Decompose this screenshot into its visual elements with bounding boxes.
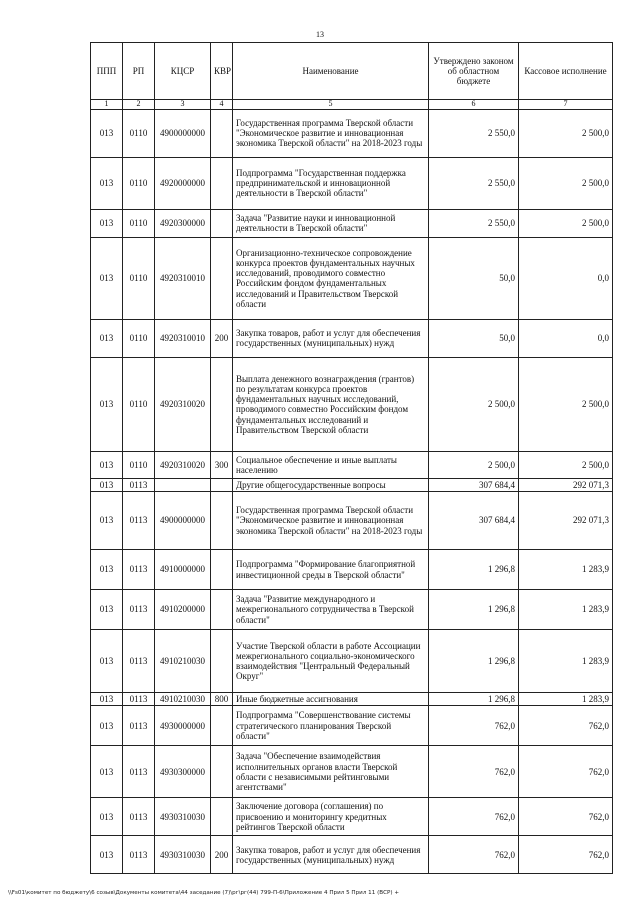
column-number: 6 — [429, 100, 519, 110]
cell-kvr — [211, 746, 233, 798]
table-row — [91, 746, 613, 798]
cell-executed: 1 283,9 — [519, 590, 613, 630]
budget-table — [90, 42, 613, 874]
cell-executed: 1 283,9 — [519, 630, 613, 693]
cell-name: Участие Тверской области в работе Ассоциации межрегионального социально-экономического взаимодействия "Центральный Федеральный Округ" — [233, 630, 429, 693]
cell-ppp: 013 — [91, 237, 123, 319]
cell-kcsr: 4920300000 — [155, 209, 211, 237]
cell-approved: 762,0 — [429, 746, 519, 798]
header-name: Наименование — [233, 43, 429, 100]
cell-name: Другие общегосударственные вопросы — [233, 478, 429, 491]
cell-executed: 2 500,0 — [519, 451, 613, 478]
cell-rp: 0110 — [123, 157, 155, 209]
header-kvr: КВР — [211, 43, 233, 100]
cell-name: Государственная программа Тверской области "Экономическое развитие и инновационная экономика Тверской области" на 2018-2023 годы — [233, 109, 429, 157]
table-row — [91, 630, 613, 693]
cell-rp: 0113 — [123, 550, 155, 590]
cell-approved: 307 684,4 — [429, 492, 519, 550]
cell-ppp: 013 — [91, 451, 123, 478]
cell-name: Социальное обеспечение и иные выплаты населению — [233, 451, 429, 478]
table-row — [91, 237, 613, 319]
cell-kvr — [211, 590, 233, 630]
file-path-footer: \\Fs01\комитет по бюджету\6 созыв\Документы комитета\44 заседание (7)\рг\рг(44) 799-П-6\Приложение 4 Прил 5 Прил 11 (ВСР) + — [8, 890, 400, 896]
cell-name: Закупка товаров, работ и услуг для обеспечения государственных (муниципальных) нужд — [233, 836, 429, 874]
cell-rp: 0113 — [123, 746, 155, 798]
cell-ppp: 013 — [91, 836, 123, 874]
cell-kvr — [211, 357, 233, 451]
cell-ppp: 013 — [91, 706, 123, 746]
header-executed: Кассовое исполнение — [519, 43, 613, 100]
cell-ppp: 013 — [91, 746, 123, 798]
column-number: 2 — [123, 100, 155, 110]
cell-name: Государственная программа Тверской области "Экономическое развитие и инновационная экономика Тверской области" на 2018-2023 годы — [233, 492, 429, 550]
cell-executed: 2 500,0 — [519, 357, 613, 451]
cell-approved: 1 296,8 — [429, 630, 519, 693]
cell-name: Выплата денежного вознаграждения (грантов) по результатам конкурса проектов фундаментальных научных исследований, проводимого совместно Российским фондом фундаментальных исследований и Правительством Тверской области — [233, 357, 429, 451]
cell-approved: 2 550,0 — [429, 109, 519, 157]
cell-kvr — [211, 706, 233, 746]
cell-name: Подпрограмма "Формирование благоприятной инвестиционной среды в Тверской области" — [233, 550, 429, 590]
table-row — [91, 357, 613, 451]
cell-rp: 0113 — [123, 492, 155, 550]
header-rp: РП — [123, 43, 155, 100]
table-row — [91, 451, 613, 478]
cell-kvr — [211, 630, 233, 693]
cell-executed: 0,0 — [519, 319, 613, 357]
cell-approved: 2 550,0 — [429, 209, 519, 237]
cell-rp: 0110 — [123, 357, 155, 451]
cell-ppp: 013 — [91, 109, 123, 157]
cell-executed: 762,0 — [519, 836, 613, 874]
cell-kcsr: 4930300000 — [155, 746, 211, 798]
table-row — [91, 706, 613, 746]
cell-executed: 0,0 — [519, 237, 613, 319]
header-row — [91, 43, 613, 100]
cell-executed: 762,0 — [519, 798, 613, 836]
cell-kcsr: 4920310020 — [155, 357, 211, 451]
column-number: 7 — [519, 100, 613, 110]
cell-name: Подпрограмма "Государственная поддержка предпринимательской и инновационной деятельности в Тверской области" — [233, 157, 429, 209]
cell-executed: 1 283,9 — [519, 693, 613, 706]
table-row — [91, 836, 613, 874]
table-row — [91, 492, 613, 550]
cell-ppp: 013 — [91, 693, 123, 706]
cell-name: Задача "Обеспечение взаимодействия исполнительных органов власти Тверской области с независимыми рейтинговыми агентствами" — [233, 746, 429, 798]
cell-kvr: 800 — [211, 693, 233, 706]
cell-rp: 0113 — [123, 590, 155, 630]
cell-kcsr: 4910200000 — [155, 590, 211, 630]
cell-ppp: 013 — [91, 630, 123, 693]
cell-kvr — [211, 109, 233, 157]
cell-approved: 50,0 — [429, 237, 519, 319]
cell-approved: 1 296,8 — [429, 550, 519, 590]
cell-rp: 0110 — [123, 109, 155, 157]
column-number-row — [91, 100, 613, 110]
header-kcsr: КЦСР — [155, 43, 211, 100]
column-number: 4 — [211, 100, 233, 110]
cell-executed: 292 071,3 — [519, 478, 613, 491]
cell-executed: 1 283,9 — [519, 550, 613, 590]
cell-kcsr: 4910000000 — [155, 550, 211, 590]
cell-kvr — [211, 798, 233, 836]
cell-ppp: 013 — [91, 157, 123, 209]
cell-ppp: 013 — [91, 478, 123, 491]
cell-rp: 0113 — [123, 798, 155, 836]
cell-name: Организационно-техническое сопровождение конкурса проектов фундаментальных научных исследований, проводимого совместно Российским фондом фундаментальных исследований и Правительством Тверской области — [233, 237, 429, 319]
cell-kcsr: 4920310010 — [155, 237, 211, 319]
cell-approved: 762,0 — [429, 798, 519, 836]
cell-kcsr: 4930310030 — [155, 836, 211, 874]
cell-ppp: 013 — [91, 798, 123, 836]
table-row — [91, 157, 613, 209]
cell-kcsr: 4930310030 — [155, 798, 211, 836]
cell-executed: 292 071,3 — [519, 492, 613, 550]
table-row — [91, 693, 613, 706]
cell-executed: 2 500,0 — [519, 109, 613, 157]
cell-rp: 0110 — [123, 319, 155, 357]
table-row — [91, 550, 613, 590]
column-number: 1 — [91, 100, 123, 110]
page-number: 13 — [316, 30, 324, 39]
header-ppp: ППП — [91, 43, 123, 100]
cell-rp: 0110 — [123, 451, 155, 478]
cell-kvr: 200 — [211, 836, 233, 874]
cell-name: Подпрограмма "Совершенствование системы стратегического планирования Тверской области" — [233, 706, 429, 746]
cell-approved: 762,0 — [429, 836, 519, 874]
cell-kcsr — [155, 478, 211, 491]
cell-kcsr: 4930000000 — [155, 706, 211, 746]
cell-approved: 307 684,4 — [429, 478, 519, 491]
cell-kvr — [211, 550, 233, 590]
table-row — [91, 478, 613, 491]
cell-approved: 2 550,0 — [429, 157, 519, 209]
cell-kvr — [211, 237, 233, 319]
cell-rp: 0113 — [123, 630, 155, 693]
cell-approved: 2 500,0 — [429, 451, 519, 478]
cell-name: Задача "Развитие науки и инновационной деятельности в Тверской области" — [233, 209, 429, 237]
cell-rp: 0110 — [123, 237, 155, 319]
cell-ppp: 013 — [91, 590, 123, 630]
cell-rp: 0113 — [123, 706, 155, 746]
cell-kvr — [211, 157, 233, 209]
cell-executed: 762,0 — [519, 746, 613, 798]
table-row — [91, 109, 613, 157]
cell-approved: 50,0 — [429, 319, 519, 357]
cell-ppp: 013 — [91, 492, 123, 550]
cell-executed: 2 500,0 — [519, 209, 613, 237]
cell-ppp: 013 — [91, 209, 123, 237]
cell-rp: 0113 — [123, 478, 155, 491]
cell-name: Иные бюджетные ассигнования — [233, 693, 429, 706]
cell-approved: 1 296,8 — [429, 590, 519, 630]
cell-kcsr: 4920000000 — [155, 157, 211, 209]
cell-executed: 2 500,0 — [519, 157, 613, 209]
cell-kcsr: 4920310010 — [155, 319, 211, 357]
cell-kcsr: 4920310020 — [155, 451, 211, 478]
cell-kvr — [211, 492, 233, 550]
cell-kcsr: 4910210030 — [155, 630, 211, 693]
table-row — [91, 798, 613, 836]
column-number: 3 — [155, 100, 211, 110]
cell-kvr: 200 — [211, 319, 233, 357]
cell-kvr: 300 — [211, 451, 233, 478]
cell-rp: 0113 — [123, 693, 155, 706]
cell-kcsr: 4910210030 — [155, 693, 211, 706]
cell-approved: 762,0 — [429, 706, 519, 746]
cell-approved: 1 296,8 — [429, 693, 519, 706]
table-row — [91, 590, 613, 630]
table-row — [91, 209, 613, 237]
cell-approved: 2 500,0 — [429, 357, 519, 451]
column-number: 5 — [233, 100, 429, 110]
cell-name: Заключение договора (соглашения) по присвоению и мониторингу кредитных рейтингов Тверской области — [233, 798, 429, 836]
table-row — [91, 319, 613, 357]
cell-name: Закупка товаров, работ и услуг для обеспечения государственных (муниципальных) нужд — [233, 319, 429, 357]
cell-kcsr: 4900000000 — [155, 492, 211, 550]
cell-kvr — [211, 209, 233, 237]
cell-executed: 762,0 — [519, 706, 613, 746]
cell-rp: 0113 — [123, 836, 155, 874]
cell-rp: 0110 — [123, 209, 155, 237]
cell-ppp: 013 — [91, 550, 123, 590]
cell-ppp: 013 — [91, 319, 123, 357]
cell-kcsr: 4900000000 — [155, 109, 211, 157]
cell-ppp: 013 — [91, 357, 123, 451]
cell-name: Задача "Развитие международного и межрегионального сотрудничества в Тверской области" — [233, 590, 429, 630]
header-approved: Утверждено законом об областном бюджете — [429, 43, 519, 100]
cell-kvr — [211, 478, 233, 491]
